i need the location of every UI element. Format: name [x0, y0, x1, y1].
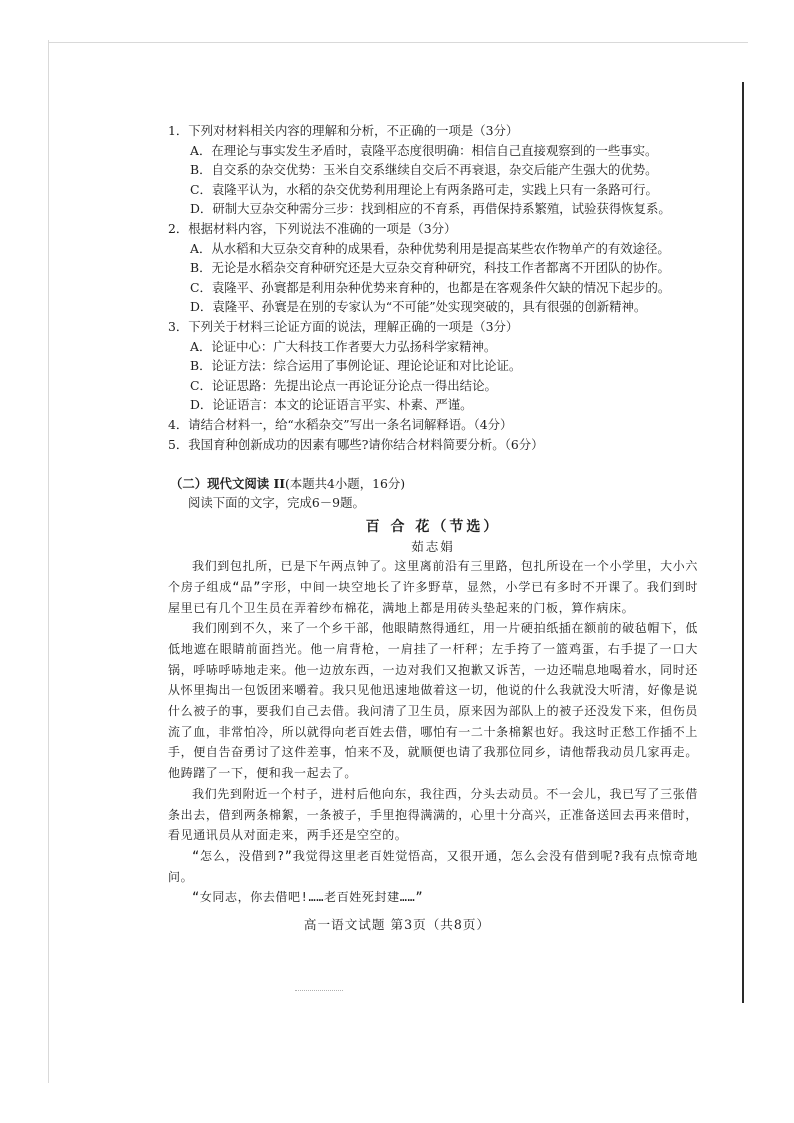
passage-body: [168, 556, 698, 908]
question-stem: 1．下列对材料相关内容的理解和分析，不正确的一项是（3分）: [168, 123, 519, 138]
section-heading-note: (本题共4小题，16分): [285, 476, 406, 492]
option-d: D．研制大豆杂交种需分三步：找到相应的不育系，再借保持系繁殖，试验获得恢复系。: [190, 201, 671, 217]
question-4: 4．请结合材料一，给“水稻杂交”写出一条名词解释语。（4分）: [168, 416, 513, 432]
option-a: A．从水稻和大豆杂交育种的成果看，杂种优势利用是提高某些农作物单产的有效途径。: [190, 240, 670, 256]
question-3: [168, 317, 698, 415]
passage-paragraph: “女同志，你去借吧!……老百姓死封建……”: [192, 890, 424, 905]
passage-title: 百 合 花（节选）: [365, 519, 501, 536]
option-a: A．在理论与事实发生矛盾时，袁隆平态度很明确：相信自己直接观察到的一些事实。: [190, 142, 658, 158]
option-d: D．论证语言：本文的论证语言平实、朴素、严谨。: [190, 397, 473, 413]
scan-mark: [295, 990, 343, 992]
option-b: B．论证方法：综合运用了事例论证、理论论证和对比论证。: [190, 358, 522, 374]
question-5: 5．我国育种创新成功的因素有哪些?请你结合材料简要分析。（6分）: [168, 436, 544, 452]
question-stem: 2．根据材料内容，下列说法不准确的一项是（3分）: [168, 220, 457, 236]
option-b: B．无论是水稻杂交育种研究还是大豆杂交育种研究，科技工作者都离不开团队的协作。: [190, 260, 670, 276]
passage-paragraph: 我们先到附近一个村子，进村后他向东，我往西，分头去动员。不一会儿，我已写了三张借条出去，借到两条棉絮，一条被子，手里抱得满满的，心里十分高兴，正准备送回去再来借时，看见通讯员从对面走来，两手还是空空的。: [168, 786, 698, 843]
section-heading-title: （二）现代文阅读 II: [170, 476, 286, 492]
option-c: C．袁隆平认为，水稻的杂交优势利用理论上有两条路可走，实践上只有一条路可行。: [190, 181, 658, 197]
option-b: B．自交系的杂交优势：玉米自交系继续自交后不再衰退，杂交后能产生强大的优势。: [190, 162, 658, 178]
passage-paragraph: 我们到包扎所，已是下午两点钟了。这里离前沿有三里路，包扎所设在一个小学里，大小六个房子组成“品”字形，中间一块空地长了许多野草，显然，小学已有多时不开课了。我们到时屋里已有几个卫生员在弄着纱布棉花，满地上都是用砖头垫起来的门板，算作病床。: [168, 559, 698, 615]
passage-paragraph: “怎么，没借到?”我觉得这里老百姓觉悟高，又很开通，怎么会没有借到呢?我有点惊奇地问。: [168, 848, 698, 884]
passage-author: 茹志娟: [411, 539, 455, 555]
scan-border-top: [48, 42, 748, 43]
question-stem: 3．下列关于材料三论证方面的说法，理解正确的一项是（3分）: [168, 318, 519, 334]
passage-paragraph: 我们刚到不久，来了一个乡干部，他眼睛熬得通红，用一片硬拍纸插在额前的破毡帽下，低低地遮在眼睛前面挡光。他一肩背枪，一肩挂了一杆秤；左手挎了一篮鸡蛋，右手提了一口大锅，呼哧呼哧地走来。他一边放东西，一边对我们又抱歉又诉苦，一边还喘息地喝着水，同时还从怀里掏出一包饭团来嚼着。我只见他迅速地做着这一切，他说的什么我就没大听清，好像是说什么被子的事，要我们自己去借。我问清了卫生员，原来因为部队上的被子还没发下来，但伤员流了血，非常怕冷，所以就得向老百姓去借，哪怕有一二十条棉絮也好。我这时正愁工作插不上手，便自告奋勇讨了这件差事，怕来不及，就顺便也请了我那位同乡，请他帮我动员几家再走。他踌躇了一下，便和我一起去了。: [168, 621, 698, 781]
question-2: [168, 219, 698, 317]
section-instruction: 阅读下面的文字，完成6－9题。: [188, 495, 365, 511]
option-a: A．论证中心：广大科技工作者要大力弘扬科学家精神。: [190, 338, 497, 354]
question-1: [168, 121, 698, 219]
option-d: D．袁隆平、孙寰是在别的专家认为“不可能”处实现突破的，具有很强的创新精神。: [190, 299, 647, 315]
option-c: C．论证思路：先提出论点一再论证分论点一得出结论。: [190, 377, 497, 393]
exam-page-content: [168, 121, 698, 908]
section-heading: [170, 474, 698, 493]
option-c: C．袁隆平、孙寰都是利用杂种优势来育种的，也都是在客观条件欠缺的情况下起步的。: [190, 279, 671, 295]
scan-border-right: [742, 82, 744, 1003]
page-footer: 高一语文试题 第3页（共8页）: [303, 917, 491, 932]
